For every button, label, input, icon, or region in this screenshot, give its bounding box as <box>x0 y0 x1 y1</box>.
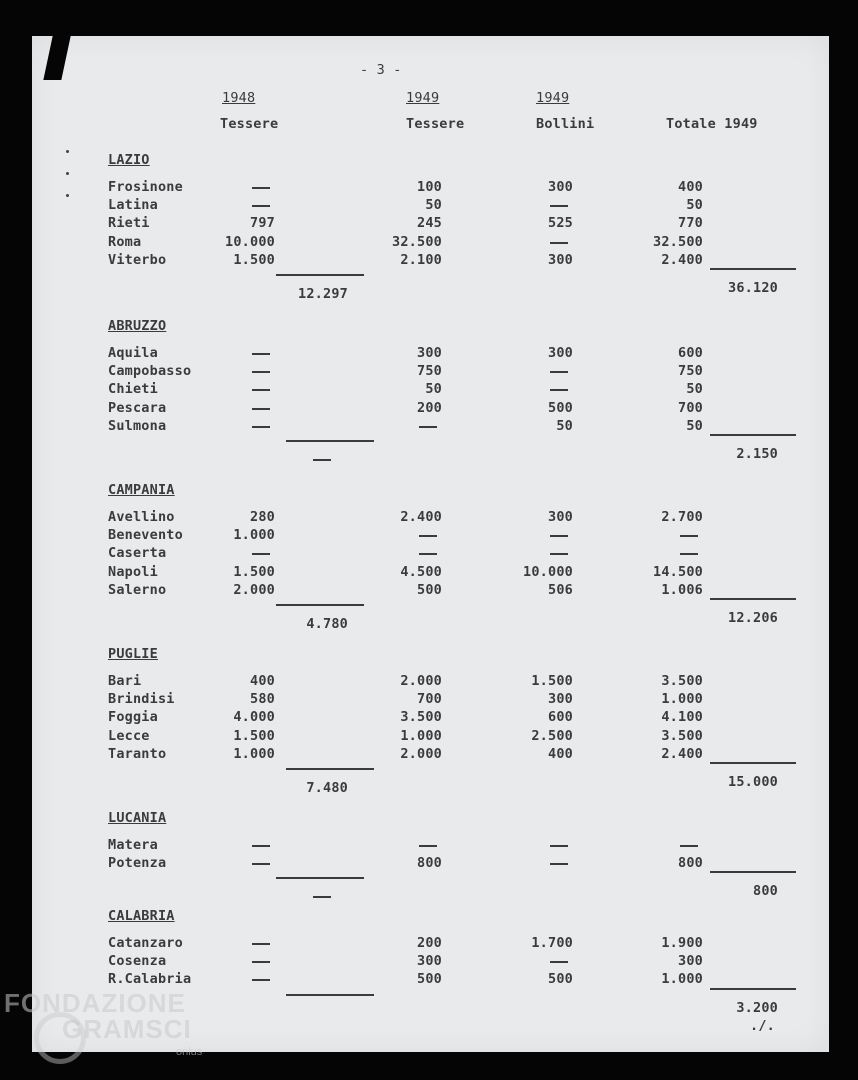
city-name: Avellino <box>108 509 175 525</box>
city-name: Sulmona <box>108 417 167 434</box>
empty-dash <box>550 845 568 847</box>
cell-value: 800 <box>417 855 442 872</box>
cell-value: 2.000 <box>400 745 442 762</box>
empty-dash <box>252 426 270 428</box>
cell-value: 300 <box>548 179 573 195</box>
empty-dash <box>419 553 437 555</box>
cell-value: 500 <box>417 581 442 598</box>
cell-value: 2.400 <box>661 745 703 762</box>
region-name: PUGLIE <box>108 646 158 662</box>
empty-dash <box>252 979 270 981</box>
cell-value: 50 <box>686 197 703 214</box>
empty-dash <box>252 943 270 945</box>
subtotal-rule-1948 <box>286 994 374 996</box>
cell-value: 1.500 <box>233 563 275 580</box>
city-name: Lecce <box>108 727 150 744</box>
empty-dash <box>252 187 270 189</box>
cell-value: 245 <box>417 215 442 232</box>
cell-value: 1.000 <box>233 745 275 762</box>
empty-dash <box>252 845 270 847</box>
cell-value: 400 <box>548 745 573 762</box>
cell-value: 750 <box>417 363 442 380</box>
cell-value: 500 <box>548 399 573 416</box>
cell-value: 10.000 <box>523 563 573 580</box>
subtotal-total: 36.120 <box>728 280 778 296</box>
empty-dash <box>252 863 270 865</box>
watermark-line3: onlus <box>176 1046 203 1058</box>
subtotal-rule-total <box>710 762 796 764</box>
cell-value: 600 <box>678 345 703 361</box>
region-name: LAZIO <box>108 152 150 168</box>
header-label: Totale 1949 <box>666 116 758 132</box>
cell-value: 200 <box>417 935 442 951</box>
region-name: CAMPANIA <box>108 482 175 498</box>
empty-dash <box>252 408 270 410</box>
empty-dash <box>419 535 437 537</box>
city-name: Caserta <box>108 545 167 562</box>
cell-value: 2.000 <box>233 581 275 598</box>
empty-dash <box>550 205 568 207</box>
city-name: Foggia <box>108 709 158 726</box>
cell-value: 2.500 <box>531 727 573 744</box>
empty-dash <box>550 535 568 537</box>
city-name: Napoli <box>108 563 158 580</box>
cell-value: 700 <box>678 399 703 416</box>
subtotal-rule-1948 <box>276 877 364 879</box>
empty-dash <box>252 205 270 207</box>
city-name: Rieti <box>108 215 150 232</box>
empty-dash <box>252 371 270 373</box>
city-name: Benevento <box>108 527 183 544</box>
subtotal-rule-total <box>710 988 796 990</box>
subtotal-total: 3.200 <box>736 999 778 1016</box>
cell-value: 300 <box>417 953 442 970</box>
cell-value: 1.000 <box>233 527 275 544</box>
header-year: 1948 <box>222 90 256 106</box>
cell-value: 1.900 <box>661 935 703 951</box>
city-name: Frosinone <box>108 179 183 195</box>
cell-value: 797 <box>250 215 275 232</box>
watermark-line2: GRAMSCI <box>62 1014 192 1044</box>
subtotal-total: 2.150 <box>736 446 778 462</box>
punch-mark <box>66 194 69 197</box>
cell-value: 4.000 <box>233 709 275 726</box>
subtotal-1948: 4.780 <box>306 616 348 632</box>
city-name: Salerno <box>108 581 167 598</box>
cell-value: 2.100 <box>400 251 442 268</box>
cell-value: 500 <box>548 971 573 988</box>
cell-value: 1.500 <box>233 251 275 268</box>
cell-value: 400 <box>678 179 703 195</box>
city-name: Latina <box>108 197 158 214</box>
page-number: - 3 - <box>360 62 402 78</box>
cell-value: 400 <box>250 673 275 689</box>
cell-value: 2.000 <box>400 673 442 689</box>
city-name: Campobasso <box>108 363 192 380</box>
cell-value: 10.000 <box>225 233 275 250</box>
cell-value: 300 <box>548 345 573 361</box>
cell-value: 1.500 <box>531 673 573 689</box>
subtotal-rule-total <box>710 598 796 600</box>
cell-value: 300 <box>548 509 573 525</box>
cell-value: 50 <box>425 381 442 398</box>
footer-mark: ./. <box>750 1018 775 1034</box>
subtotal-rule-1948 <box>286 768 374 770</box>
empty-dash <box>252 353 270 355</box>
cell-value: 600 <box>548 709 573 726</box>
cell-value: 506 <box>548 581 573 598</box>
punch-mark <box>66 150 69 153</box>
subtotal-rule-total <box>710 434 796 436</box>
city-name: Taranto <box>108 745 167 762</box>
header-label: Bollini <box>536 116 595 132</box>
cell-value: 300 <box>548 691 573 708</box>
cell-value: 800 <box>678 855 703 872</box>
cell-value: 1.500 <box>233 727 275 744</box>
cell-value: 300 <box>678 953 703 970</box>
cell-value: 280 <box>250 509 275 525</box>
subtotal-total: 800 <box>753 883 778 900</box>
cell-value: 700 <box>417 691 442 708</box>
cell-value: 1.000 <box>661 691 703 708</box>
subtotal-rule-total <box>710 871 796 873</box>
empty-dash <box>252 553 270 555</box>
subtotal-rule-total <box>710 268 796 270</box>
cell-value: 300 <box>548 251 573 268</box>
cell-value: 3.500 <box>661 673 703 689</box>
cell-value: 50 <box>556 417 573 434</box>
subtotal-1948: 7.480 <box>306 780 348 796</box>
empty-dash <box>550 553 568 555</box>
cell-value: 3.500 <box>400 709 442 726</box>
cell-value: 4.500 <box>400 563 442 580</box>
empty-dash <box>252 389 270 391</box>
cell-value: 2.400 <box>661 251 703 268</box>
empty-dash <box>680 845 698 847</box>
empty-dash <box>680 535 698 537</box>
empty-dash <box>550 242 568 244</box>
cell-value: 580 <box>250 691 275 708</box>
cell-value: 50 <box>686 417 703 434</box>
cell-value: 200 <box>417 399 442 416</box>
cell-value: 50 <box>686 381 703 398</box>
cell-value: 32.500 <box>653 233 703 250</box>
empty-dash <box>680 553 698 555</box>
cell-value: 500 <box>417 971 442 988</box>
empty-dash <box>550 961 568 963</box>
cell-value: 4.100 <box>661 709 703 726</box>
watermark-line1: FONDAZIONE <box>4 988 186 1018</box>
cell-value: 2.400 <box>400 509 442 525</box>
cell-value: 14.500 <box>653 563 703 580</box>
cell-value: 100 <box>417 179 442 195</box>
region-name: LUCANIA <box>108 810 167 826</box>
cell-value: 32.500 <box>392 233 442 250</box>
subtotal-rule-1948 <box>286 440 374 442</box>
header-year: 1949 <box>536 90 570 106</box>
cell-value: 1.006 <box>661 581 703 598</box>
city-name: Pescara <box>108 399 167 416</box>
city-name: Bari <box>108 673 142 689</box>
city-name: Catanzaro <box>108 935 183 951</box>
cell-value: 525 <box>548 215 573 232</box>
subtotal-rule-1948 <box>276 274 364 276</box>
cell-value: 2.700 <box>661 509 703 525</box>
header-label: Tessere <box>220 116 279 132</box>
cell-value: 3.500 <box>661 727 703 744</box>
empty-dash <box>550 863 568 865</box>
subtotal-rule-1948 <box>276 604 364 606</box>
header-year: 1949 <box>406 90 440 106</box>
subtotal-dash <box>313 896 331 898</box>
cell-value: 750 <box>678 363 703 380</box>
cell-value: 1.000 <box>661 971 703 988</box>
cell-value: 1.000 <box>400 727 442 744</box>
subtotal-total: 12.206 <box>728 610 778 626</box>
subtotal-total: 15.000 <box>728 774 778 790</box>
empty-dash <box>550 371 568 373</box>
city-name: Roma <box>108 233 142 250</box>
cell-value: 770 <box>678 215 703 232</box>
empty-dash <box>252 961 270 963</box>
subtotal-1948: 12.297 <box>298 286 348 302</box>
city-name: Viterbo <box>108 251 167 268</box>
city-name: Brindisi <box>108 691 175 708</box>
city-name: Aquila <box>108 345 158 361</box>
empty-dash <box>419 845 437 847</box>
cell-value: 50 <box>425 197 442 214</box>
city-name: Potenza <box>108 855 167 872</box>
region-name: CALABRIA <box>108 908 175 924</box>
empty-dash <box>419 426 437 428</box>
header-label: Tessere <box>406 116 465 132</box>
city-name: R.Calabria <box>108 971 192 988</box>
cell-value: 1.700 <box>531 935 573 951</box>
empty-dash <box>550 389 568 391</box>
region-name: ABRUZZO <box>108 318 167 334</box>
city-name: Cosenza <box>108 953 167 970</box>
cell-value: 300 <box>417 345 442 361</box>
subtotal-dash <box>313 459 331 461</box>
city-name: Chieti <box>108 381 158 398</box>
city-name: Matera <box>108 837 158 853</box>
punch-mark <box>66 172 69 175</box>
